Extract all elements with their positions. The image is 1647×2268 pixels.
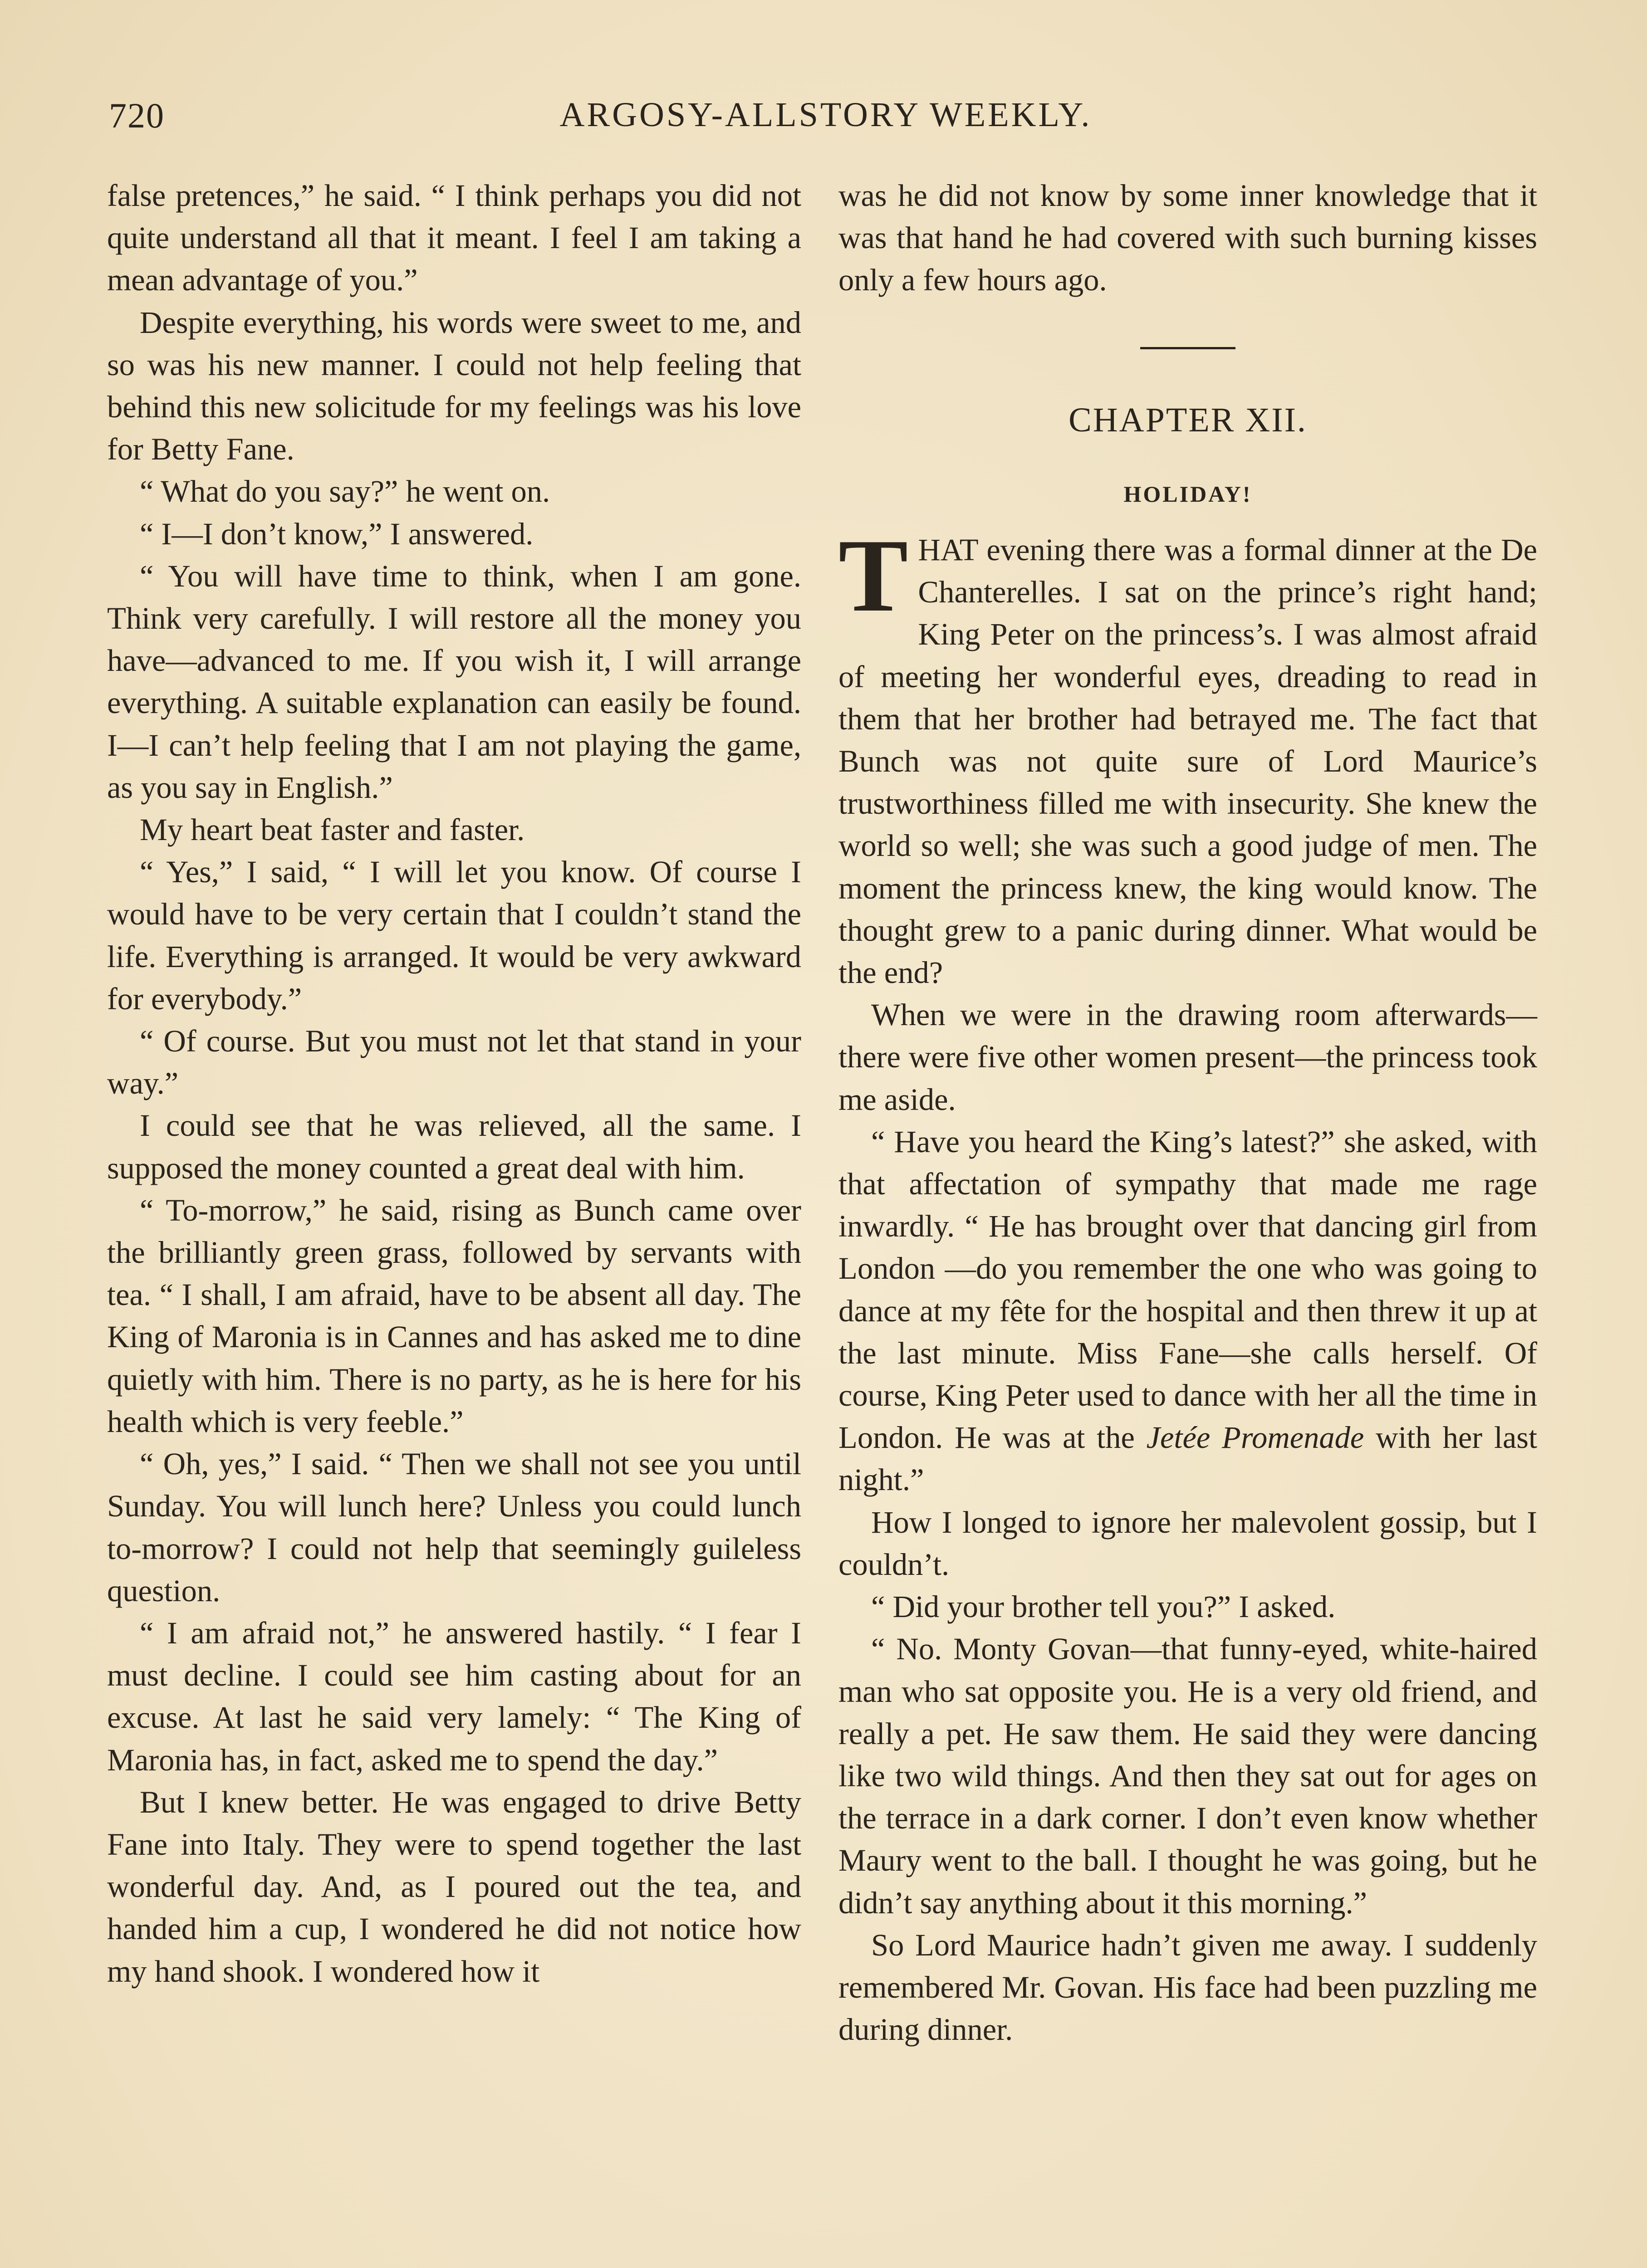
paragraph: “ I am afraid not,” he answered hastily. “ I fear I must decline. I could see him casting about for an excuse. At last he said very lamely: “ The King of Maronia has, in fact, asked me to spend the day.”	[107, 1615, 801, 1777]
paragraph: I could see that he was relieved, all the same. I supposed the money counted a great deal with him.	[107, 1108, 801, 1185]
paragraph: My heart beat faster and faster.	[140, 812, 525, 847]
paragraph-text: “ Have you heard the King’s latest?” she asked, with that affectation of sympathy that made me rage inwardly. “ He has brought over that dancing girl from London —do you remember the one who was going to dance at my fête for the hospital and then threw it up at the last minute. Miss Fane—she calls herself. Of course, King Peter used to dance with her all the time in London. He was at the	[838, 1124, 1537, 1455]
paragraph: “ Oh, yes,” I said. “ Then we shall not see you until Sunday. You will lunch here? Unless you could lunch to-morrow? I could not help that seemingly guileless question.	[107, 1447, 801, 1608]
paragraph: “ No. Monty Govan—that funny-eyed, white-haired man who sat opposite you. He is a very old friend, and really a pet. He saw them. He said they were dancing like two wild things. And then they sat out for ages on the terrace in a dark corner. I don’t even know whether Maury went to the ball. I thought he was going, but he didn’t say anything about it this morning.”	[838, 1632, 1537, 1920]
paragraph: “ I—I don’t know,” I answered.	[140, 516, 534, 551]
opening-text: HAT evening there was a formal dinner at the De Chanterelles. I sat on the prince’s right hand; King Peter on the princess’s. I was almost afraid of meeting her wonderful eyes, dreading to read in them that her brother had betrayed me. The fact that Bunch was not quite sure of Lord Maurice’s trustworthiness filled me with insecurity. She knew the world so well; she was such a good judge of men. The moment the princess knew, the king would know. The thought grew to a panic during dinner. What would be the end?	[838, 533, 1537, 990]
paragraph: was he did not know by some inner knowledge that it was that hand he had covered with such burning kisses only a few hours ago.	[838, 178, 1537, 298]
chapter-subtitle: HOLIDAY!	[1123, 481, 1252, 507]
paragraph: “ What do you say?” he went on.	[140, 474, 550, 509]
paragraph: “ Did your brother tell you?” I asked.	[871, 1589, 1336, 1624]
paragraph: “ To-morrow,” he said, rising as Bunch came over the brilliantly green grass, followed by servants with tea. “ I shall, I am afraid, have to be absent all day. The King of Maronia is in Cannes and has asked me to dine quietly with him. There is no party, as he is here for his health which is very feeble.”	[107, 1193, 801, 1439]
chapter-title: CHAPTER XII.	[1069, 401, 1307, 439]
drop-cap: T	[838, 518, 908, 634]
running-head: ARGOSY-ALLSTORY WEEKLY.	[559, 96, 1092, 134]
page-header	[109, 95, 1543, 145]
paragraph: So Lord Maurice hadn’t given me away. I suddenly remembered Mr. Govan. His face had been puzzling me during dinner.	[838, 1927, 1537, 2047]
section-divider	[1140, 347, 1235, 349]
chapter-opening	[838, 518, 1537, 994]
paragraph-text: with her last night.”	[838, 1420, 1537, 1497]
paragraph: But I knew better. He was engaged to drive Betty Fane into Italy. They were to spend together the last wonderful day. And, as I poured out the tea, and handed him a cup, I wondered he did not notice how my hand shook. I wondered how it	[107, 1784, 801, 1989]
paragraph: “ Yes,” I said, “ I will let you know. Of course I would have to be very certain that I couldn’t stand the life. Everything is arranged. It would be very awkward for everybody.”	[107, 855, 801, 1016]
paragraph: false pretences,” he said. “ I think perhaps you did not quite understand all that it meant. I feel I am taking a mean advantage of you.”	[107, 178, 801, 298]
paragraph: Despite everything, his words were sweet to me, and so was his new manner. I could not help feeling that behind this new solicitude for my feelings was his love for Betty Fane.	[107, 305, 801, 467]
right-column	[838, 175, 1537, 2268]
paragraph: How I longed to ignore her malevolent gossip, but I couldn’t.	[838, 1505, 1537, 1582]
page-number: 720	[109, 96, 165, 135]
paragraph: “ Of course. But you must not let that stand in your way.”	[107, 1024, 801, 1101]
left-column	[107, 175, 801, 2268]
paragraph: When we were in the drawing room afterwards—there were five other women present—the princess took me aside.	[838, 997, 1537, 1117]
emphasis-text: Jetée Promenade	[1146, 1420, 1364, 1455]
paragraph: “ You will have time to think, when I am gone. Think very carefully. I will restore all the money you have—advanced to me. If you wish it, I will arrange everything. A suitable explanation can easily be found. I—I can’t help feeling that I am not playing the game, as you say in English.”	[107, 558, 801, 805]
paragraph	[838, 1121, 1537, 1501]
